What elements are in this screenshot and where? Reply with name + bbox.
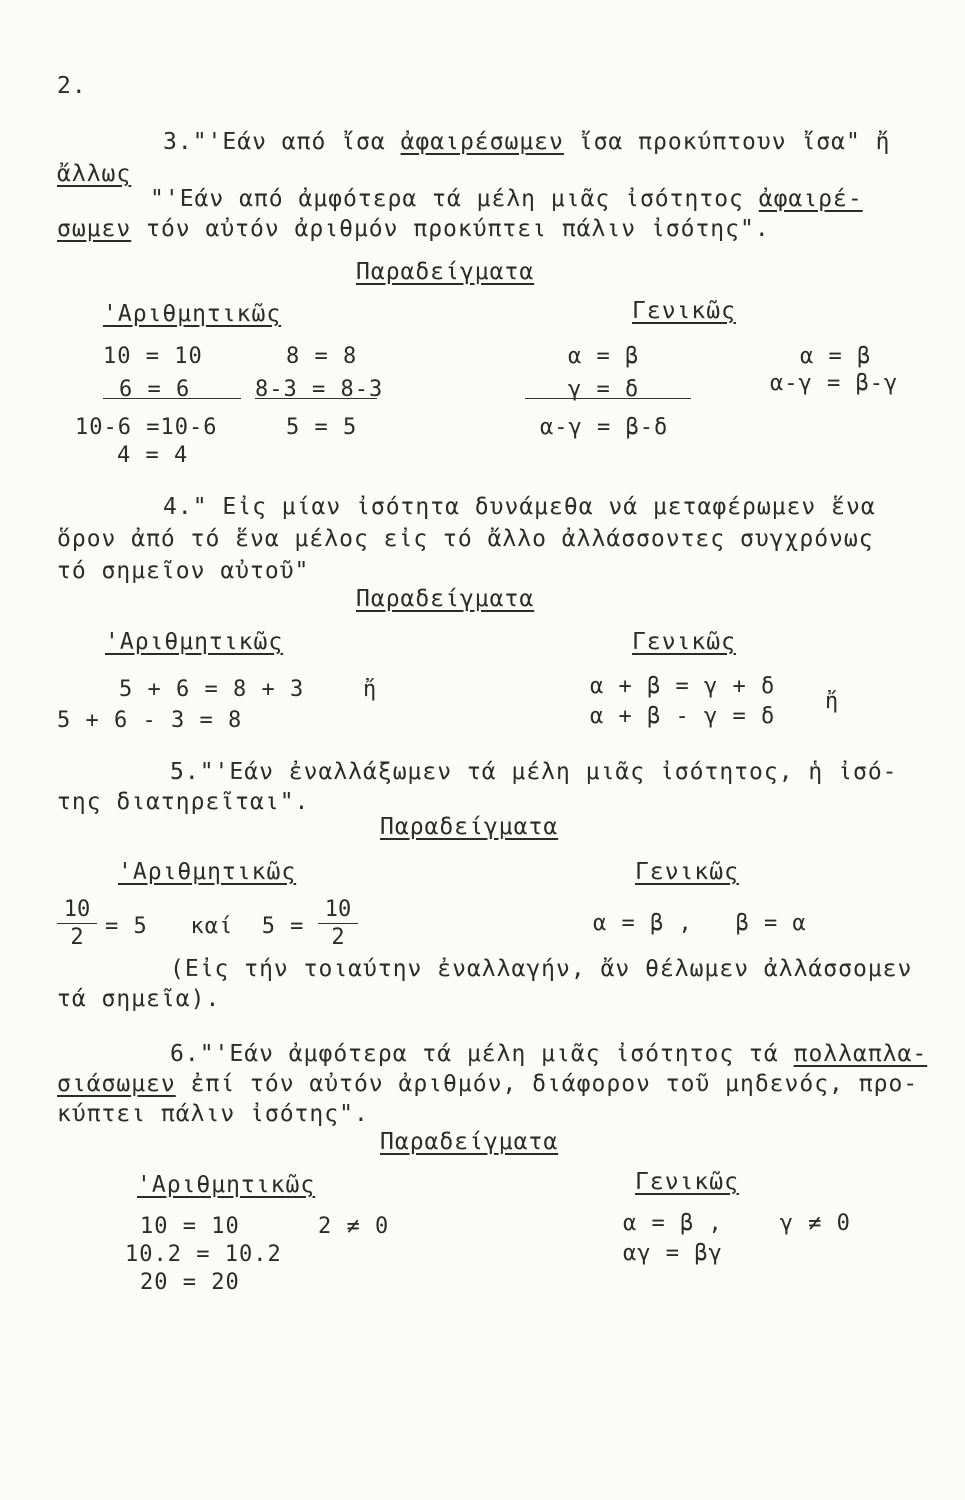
rule3-general-eq3: α-γ = β-δ — [540, 415, 669, 440]
rule5-note-line2: τά σημεῖα). — [57, 986, 221, 1012]
fraction-denominator: 2 — [70, 925, 84, 950]
rule3-arith-line2 — [255, 398, 377, 399]
rule6-general-heading: Γενικῶς — [635, 1169, 739, 1195]
rule4-line1: 4." Εἰς μίαν ἰσότητα δυνάμεθα νά μεταφέρωμεν ἕνα — [163, 494, 876, 520]
rule3-general-col2-eq1: α = β — [800, 344, 872, 369]
rule3-arith-line1 — [103, 398, 241, 399]
rule4-general-heading: Γενικῶς — [632, 629, 736, 655]
rule3-line1-text: 3."'Εάν από ἴσα — [163, 129, 401, 155]
fraction-bar — [57, 923, 97, 924]
fraction-denominator: 2 — [331, 925, 345, 950]
rule6-arith-inequality: 2 ≠ 0 — [318, 1214, 390, 1239]
rule4-arith-heading: 'Αριθμητικῶς — [105, 629, 284, 655]
rule3-arith-eq4: 4 = 4 — [117, 443, 189, 468]
rule3-general-col2-eq2: α-γ = β-γ — [770, 371, 899, 396]
rule5-fraction-right — [318, 897, 358, 950]
rule3-line2: ἄλλως — [57, 161, 132, 187]
fraction-numerator: 10 — [63, 897, 91, 922]
rule4-examples-heading: Παραδείγματα — [356, 586, 535, 612]
rule4-general-eq1: α + β = γ + δ — [590, 674, 776, 699]
rule5-general-heading: Γενικῶς — [635, 859, 739, 885]
rule6-line2-text: ἐπί τόν αὐτόν ἀριθμόν, διάφορον τοῦ μηδενός, προ- — [175, 1071, 919, 1097]
rule3-arith-heading: 'Αριθμητικῶς — [103, 301, 282, 327]
page-number: 2. — [57, 73, 87, 99]
rule4-line3: τό σημεῖον αὐτοῦ" — [57, 558, 310, 584]
rule5-arith-heading: 'Αριθμητικῶς — [118, 859, 297, 885]
rule3-arith-col2-eq1: 8 = 8 — [286, 344, 358, 369]
rule6-general-eq2: αγ = βγ — [623, 1241, 723, 1266]
rule4-or2: ἤ — [825, 689, 840, 714]
fraction-numerator: 10 — [324, 897, 352, 922]
rule6-general-eq1: α = β , γ ≠ 0 — [623, 1211, 851, 1236]
rule3-line3-text: "'Εάν από ἀμφότερα τά μέλη μιᾶς ἰσότητος — [150, 186, 759, 212]
rule4-line2: ὅρον ἀπό τό ἕνα μέλος εἰς τό ἄλλο ἀλλάσσοντες συγχρόνως — [57, 526, 874, 552]
rule5-examples-heading: Παραδείγματα — [380, 814, 559, 840]
rule5-general-eq: α = β , β = α — [593, 911, 807, 936]
rule3-general-heading: Γενικῶς — [632, 298, 736, 324]
rule3-line1 — [163, 128, 891, 156]
rule3-arith-eq3: 10-6 =10-6 — [75, 415, 218, 440]
rule3-line4-text: τόν αὐτόν ἀριθμόν προκύπτει πάλιν ἰσότης". — [131, 216, 770, 242]
rule3-line1-end: ἴσα προκύπτουν ἴσα" ἤ — [563, 129, 891, 155]
rule3-general-line1 — [525, 398, 691, 399]
rule5-middle-text: = 5 καί 5 = — [105, 914, 305, 939]
rule6-line1 — [170, 1040, 927, 1068]
rule5-line2: της διατηρεῖται". — [57, 789, 310, 815]
rule3-general-eq2: γ = δ — [568, 377, 640, 402]
rule3-arith-eq1: 10 = 10 — [103, 344, 203, 369]
rule5-line1: 5."'Εάν ἐναλλάξωμεν τά μέλη μιᾶς ἰσότητος, ἡ ἰσό- — [170, 759, 898, 785]
rule3-line4 — [57, 215, 770, 243]
rule6-arith-eq2: 10.2 = 10.2 — [125, 1242, 282, 1267]
rule4-or1: ἤ — [363, 677, 378, 702]
rule3-underlined-word: ἀφαιρέσωμεν — [400, 129, 564, 155]
rule4-arith-eq2: 5 + 6 - 3 = 8 — [57, 708, 243, 733]
rule6-arith-eq3: 20 = 20 — [140, 1270, 240, 1295]
rule6-arith-heading: 'Αριθμητικῶς — [137, 1172, 316, 1198]
rule6-examples-heading: Παραδείγματα — [380, 1129, 559, 1155]
rule6-line1-underlined: πολλαπλα- — [793, 1041, 928, 1067]
rule6-arith-eq1: 10 = 10 — [140, 1214, 240, 1239]
rule4-arith-eq1: 5 + 6 = 8 + 3 — [119, 677, 305, 702]
rule3-arith-col2-eq3: 5 = 5 — [286, 415, 358, 440]
rule3-line3-underlined: ἀφαιρέ- — [758, 186, 863, 212]
rule4-general-eq2: α + β - γ = δ — [590, 704, 776, 729]
rule3-line3 — [150, 185, 863, 213]
rule5-note-line1: (Εἰς τήν τοιαύτην ἐναλλαγήν, ἄν θέλωμεν ἀλλάσσομεν — [170, 956, 913, 982]
rule6-line3: κύπτει πάλιν ἰσότης". — [57, 1101, 369, 1127]
rule5-fraction-left — [57, 897, 97, 950]
rule3-arith-col2-eq2: 8-3 = 8-3 — [255, 377, 384, 402]
rule3-arith-eq2: 6 = 6 — [119, 377, 191, 402]
rule3-general-eq1: α = β — [568, 344, 640, 369]
rule6-line2-underlined: σιάσωμεν — [57, 1071, 176, 1097]
rule3-examples-heading: Παραδείγματα — [356, 259, 535, 285]
rule6-line1-text: 6."'Εάν ἀμφότερα τά μέλη μιᾶς ἰσότητος τά — [170, 1041, 794, 1067]
rule3-line4-underlined: σωμεν — [57, 216, 132, 242]
rule6-line2 — [57, 1070, 918, 1098]
fraction-bar — [318, 923, 358, 924]
